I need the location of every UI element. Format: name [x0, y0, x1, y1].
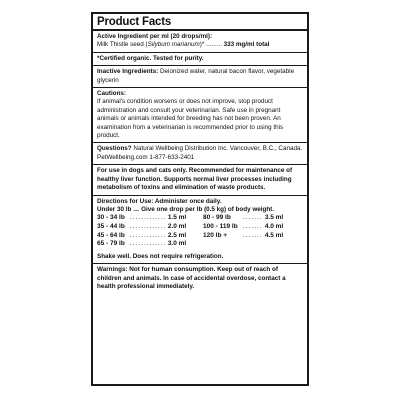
item-value: 333 mg/ml total [221, 41, 270, 49]
active-ingredient-section [93, 31, 307, 53]
dosage-dots [130, 240, 166, 249]
dosage-range: 120 lb + [203, 231, 228, 239]
item-dots: ......... [206, 41, 222, 49]
inactive-ingredients [97, 68, 303, 85]
dosage-value: 2.0 ml [167, 222, 187, 230]
dosage-dots [243, 223, 263, 232]
dosage-dots [130, 223, 166, 232]
questions-section [93, 143, 307, 165]
use-section [93, 165, 307, 195]
dosage-value: 1.5 ml [167, 214, 187, 222]
dosage-row [97, 240, 197, 249]
certified-note: *Certified organic. Tested for purity. [97, 54, 204, 62]
dosage-dots [243, 232, 263, 241]
dosage-range: 35 - 44 lb [97, 222, 125, 230]
dosage-column-right [203, 214, 303, 248]
certified-section [93, 53, 307, 66]
dosage-range: 45 - 64 lb [97, 231, 125, 239]
questions-contact: PetWellbeing.com 1-877-633-2401 [97, 153, 195, 161]
product-facts-panel [91, 12, 309, 386]
use-text: For use in dogs and cats only. Recommended for maintenance of healthy liver function. Supports normal liver processes including metabolism of toxins and elimination of waste products. [97, 167, 293, 192]
panel-title: Product Facts [93, 14, 307, 31]
dosage-grid [97, 214, 303, 248]
dosage-range: 65 - 79 lb [97, 240, 125, 248]
dosage-dots [130, 214, 166, 223]
directions-section [93, 196, 307, 265]
dosage-value: 3.0 ml [167, 240, 187, 248]
active-ingredient-item [97, 41, 303, 49]
dosage-range: 100 - 119 lb [203, 222, 238, 230]
dosage-value: 4.0 ml [264, 222, 284, 230]
dosage-dots [243, 214, 263, 223]
active-ingredient-heading: Active Ingredient per ml (20 drops/ml): [97, 33, 213, 40]
inactive-label: Inactive Ingredients: [97, 68, 159, 76]
dosage-dots [130, 232, 166, 241]
dosage-column-left [97, 214, 197, 248]
inactive-section [93, 66, 307, 88]
dosage-range: 30 - 34 lb [97, 214, 125, 222]
dosage-row [203, 214, 303, 223]
dosage-row [203, 232, 303, 241]
cautions-section [93, 88, 307, 143]
inactive-text: Deionized water, natural bacon flavor, vegetable glycerin [97, 68, 295, 84]
questions-line [97, 145, 303, 153]
directions-heading: Directions for Use: Administer once daily. [97, 197, 222, 205]
cautions-heading: Cautions: [97, 90, 127, 98]
dosage-value: 2.5 ml [167, 231, 187, 239]
item-latin-name: Silybum marianum [147, 41, 200, 49]
dosage-value: 3.5 ml [264, 214, 284, 222]
dosage-value: 4.5 ml [264, 231, 284, 239]
dosage-row [97, 232, 197, 241]
dosage-range: 80 - 99 lb [203, 214, 231, 222]
questions-label: Questions? [97, 145, 132, 153]
cautions-text: If animal's condition worsens or does not improve, stop product administration and consult your veterinarian. Safe use in pregnant animals or animals intended for breeding has not been proven. An examination from a veterinarian is recommended prior to using this product. [97, 98, 284, 140]
directions-under: Under 30 lb … Give one drop per lb (0.5 kg) of body weight. [97, 205, 275, 213]
warnings-text: Warnings: Not for human consumption. Keep out of reach of children and animals. In case of accidental overdose, contact a health professional immediately. [97, 266, 286, 290]
dosage-row [97, 223, 197, 232]
directions-shake: Shake well. Does not require refrigeration. [97, 252, 224, 260]
dosage-row [203, 223, 303, 232]
warnings-section [93, 264, 307, 293]
questions-text: Natural Wellbeing Distribution Inc. Vancouver, B.C., Canada. [131, 145, 303, 153]
dosage-row [97, 214, 197, 223]
item-suffix: )* [199, 41, 207, 49]
item-prefix: Milk Thistle seed ( [97, 41, 148, 49]
